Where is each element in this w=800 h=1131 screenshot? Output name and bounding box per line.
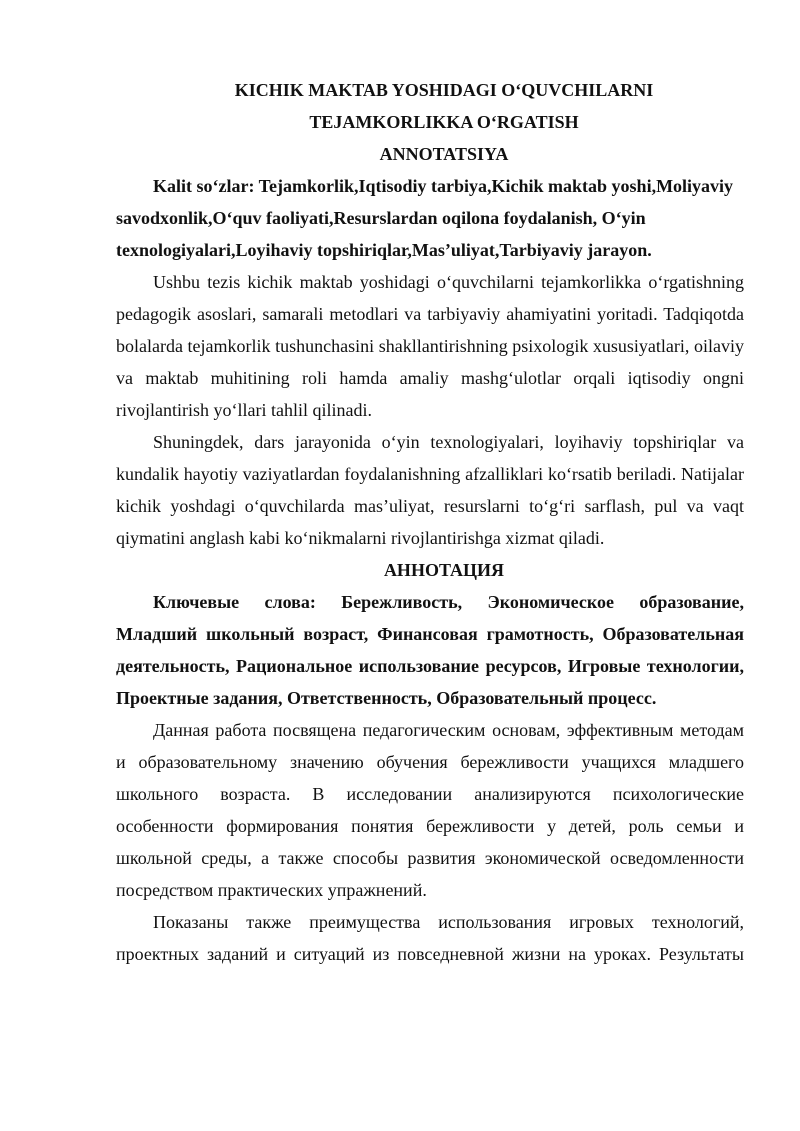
abstract-ru-paragraph-1: Данная работа посвящена педагогическим основам, эффективным методам и образовательному значению обучения бережливости учащихся младшего школьного возраста. В исследовании анализируются психологические особенности формирования понятия бережливости у детей, роль семьи и школьной среды, а также способы развития экономической осведомленности посредством практических упражнений.: [116, 720, 744, 900]
keywords-uz: [116, 170, 744, 266]
document-body: [116, 74, 744, 970]
document-title-line-2: TEJAMKORLIKKA O‘RGATISH: [309, 112, 579, 132]
abstract-uz-paragraph-2: Shuningdek, dars jarayonida o‘yin texnologiyalari, loyihaviy topshiriqlar va kundalik hayotiy vaziyatlardan foydalanishning afzalliklari ko‘rsatib beriladi. Natijalar kichik yoshdagi o‘quvchilarda mas’uliyat, resurslarni to‘g‘ri sarflash, pul va vaqt qiymatini anglash kabi ko‘nikmalarni rivojlantirishga xizmat qiladi.: [116, 432, 744, 548]
keywords-ru-text: Бережливость, Экономическое образование, Младший школьный возраст, Финансовая грамотность, Образовательная деятельность, Рациональное использование ресурсов, Игровые технологии, Проектные задания, Ответственность, Образовательный процесс.: [116, 592, 744, 708]
keywords-ru-label: Ключевые слова:: [153, 592, 316, 612]
keywords-uz-text: Tejamkorlik,Iqtisodiy tarbiya,Kichik maktab yoshi,Moliyaviy savodxonlik,O‘quv faoliyati,Resurslardan oqilona foydalanish, O‘yin texnologiyalari,Loyihaviy topshiriqlar,Mas’uliyat,Tarbiyaviy jarayon.: [116, 176, 734, 260]
keywords-ru: [116, 586, 744, 714]
document-title-line-1: KICHIK MAKTAB YOSHIDAGI O‘QUVCHILARNI: [234, 80, 654, 100]
abstract-uz-paragraph-1: Ushbu tezis kichik maktab yoshidagi o‘quvchilarni tejamkorlikka o‘rgatishning pedagogik asoslari, samarali metodlari va tarbiyaviy ahamiyatini yoritadi. Tadqiqotda bolalarda tejamkorlik tushunchasini shakllantirishning psixologik xususiyatlari, oilaviy va maktab muhitining roli hamda amaliy mashg‘ulotlar orqali iqtisodiy ongni rivojlantirish yo‘llari tahlil qilinadi.: [116, 272, 744, 420]
annotation-uz-heading: ANNOTATSIYA: [379, 144, 509, 164]
keywords-uz-label: Kalit so‘zlar:: [153, 176, 255, 196]
abstract-ru-paragraph-2: Показаны также преимущества использования игровых технологий, проектных заданий и ситуаций из повседневной жизни на уроках. Результаты: [116, 912, 744, 964]
annotation-ru-heading: АННОТАЦИЯ: [383, 560, 505, 580]
